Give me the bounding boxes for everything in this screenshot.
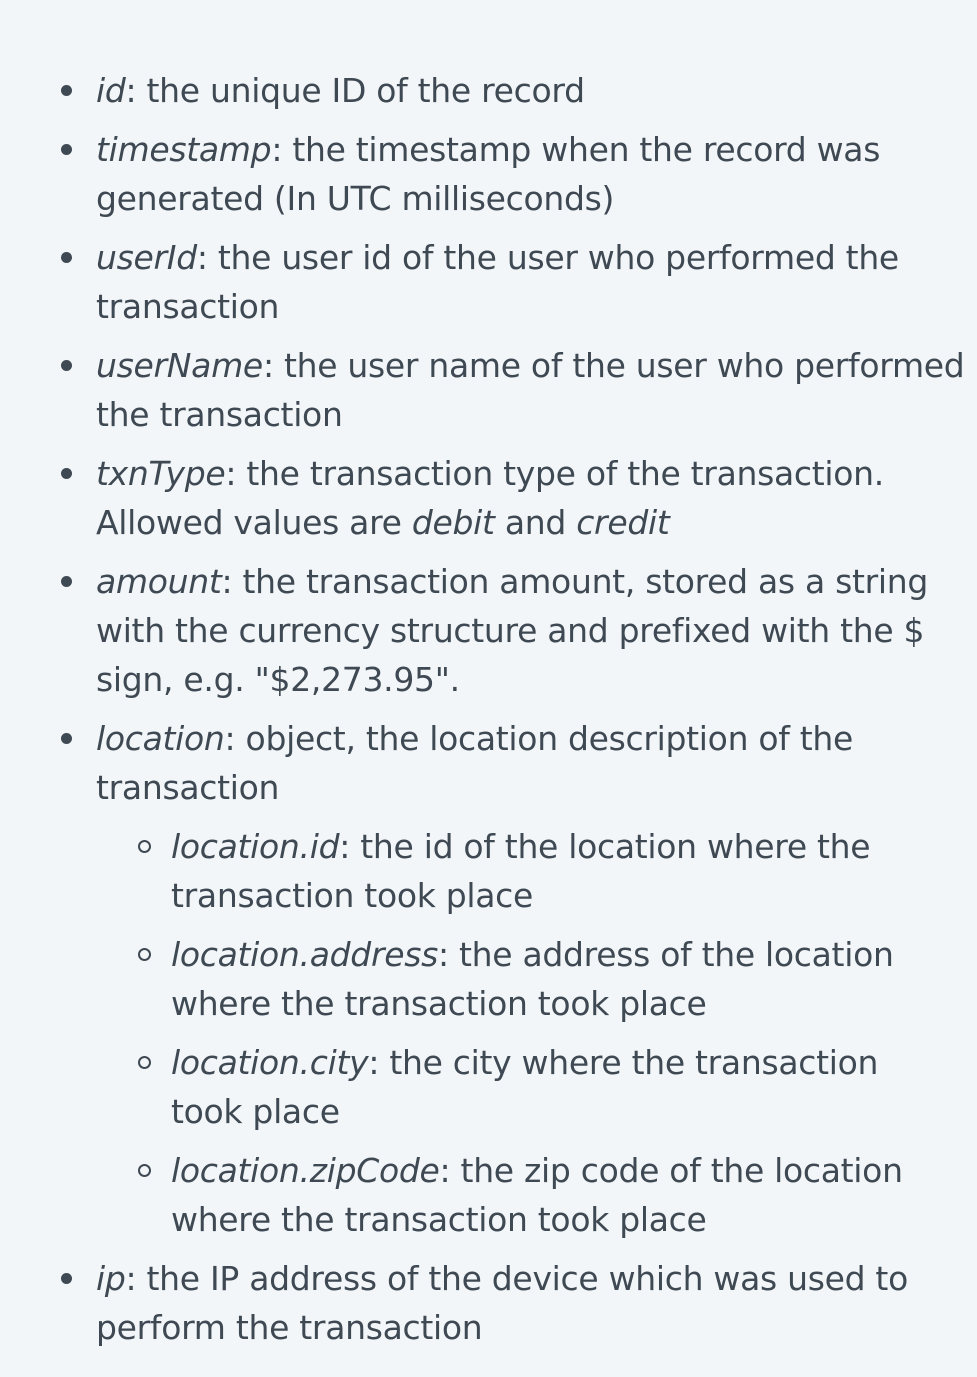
allowed-value-credit: credit: [576, 503, 670, 542]
field-name: userId: [96, 238, 197, 277]
field-item-location: [96, 714, 966, 1244]
location-subfield-list: [171, 822, 951, 1244]
field-name: timestamp: [96, 130, 272, 169]
field-description: : the user id of the user who performed the transaction: [96, 238, 899, 326]
field-name: txnType: [96, 454, 226, 493]
field-item-username: [96, 341, 966, 439]
field-description: : the timestamp when the record was generated (In UTC milliseconds): [96, 130, 881, 218]
field-name: ip: [96, 1259, 126, 1298]
field-description: : the user name of the user who performed the transaction: [96, 346, 965, 434]
subfield-description: : the zip code of the location where the transaction took place: [171, 1151, 903, 1239]
field-item-id: [96, 66, 966, 115]
field-description: : the unique ID of the record: [125, 71, 585, 110]
subfield-item-location-id: [171, 822, 951, 920]
subfield-name: location.zipCode: [171, 1151, 440, 1190]
subfield-name: location.id: [171, 827, 340, 866]
subfield-item-location-city: [171, 1038, 951, 1136]
field-item-ip: [96, 1254, 966, 1352]
field-name: location: [96, 719, 225, 758]
field-name: id: [96, 71, 126, 110]
field-description: : object, the location description of the transaction: [96, 719, 854, 807]
field-name: userName: [96, 346, 263, 385]
field-name: amount: [96, 562, 222, 601]
allowed-value-debit: debit: [411, 503, 495, 542]
conjunction-text: and: [494, 503, 577, 542]
field-item-txntype: [96, 449, 966, 547]
subfield-description: : the city where the transaction took place: [171, 1043, 879, 1131]
subfield-description: : the id of the location where the transaction took place: [171, 827, 871, 915]
field-description: : the transaction type of the transaction. Allowed values are: [96, 454, 884, 542]
subfield-description: : the address of the location where the transaction took place: [171, 935, 894, 1023]
field-description: : the IP address of the device which was used to perform the transaction: [96, 1259, 908, 1347]
field-item-amount: [96, 557, 966, 704]
subfield-name: location.city: [171, 1043, 369, 1082]
field-item-userid: [96, 233, 966, 331]
subfield-name: location.address: [171, 935, 438, 974]
field-list: [96, 66, 966, 1362]
field-description: : the transaction amount, stored as a string with the currency structure and prefixed with the $ sign, e.g. "$2,273.95".: [96, 562, 929, 699]
subfield-item-location-zipcode: [171, 1146, 951, 1244]
field-item-timestamp: [96, 125, 966, 223]
subfield-item-location-address: [171, 930, 951, 1028]
